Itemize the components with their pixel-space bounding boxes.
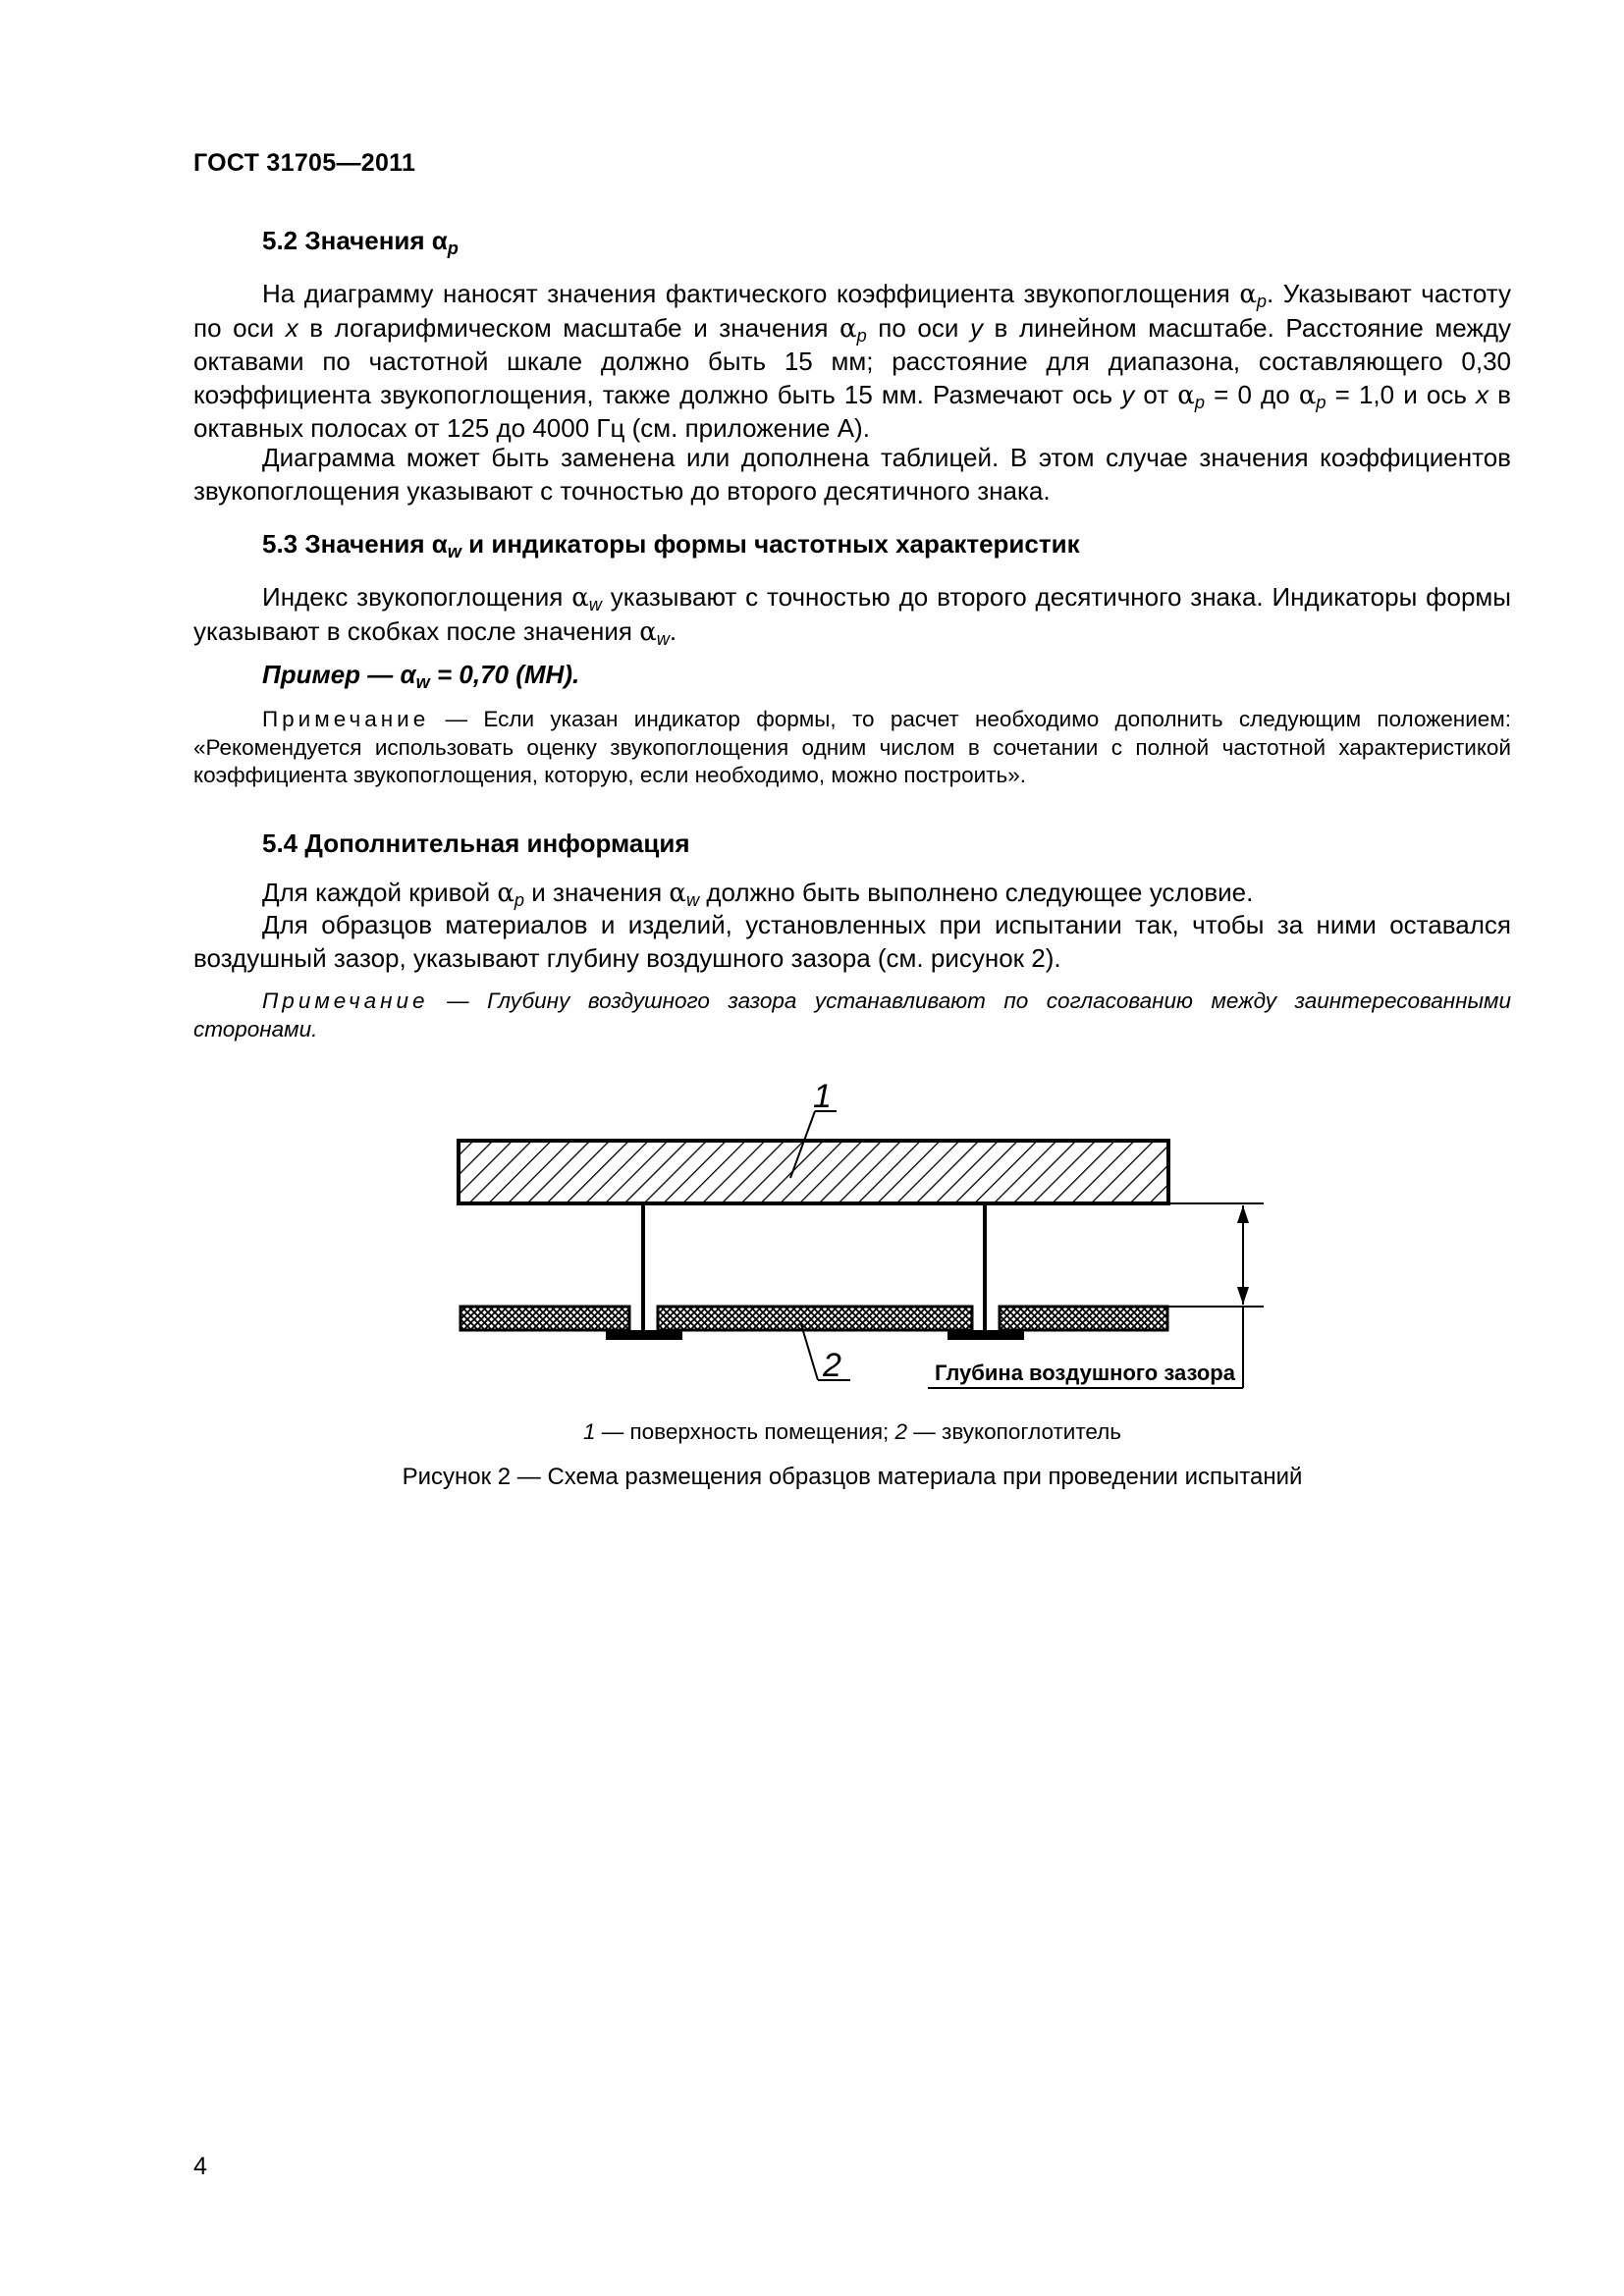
- section-5-4-heading: 5.4 Дополнительная информация: [262, 828, 690, 858]
- room-surface: [459, 1141, 1168, 1203]
- mount-clip-right: [947, 1330, 1024, 1340]
- absorber-segment-2: [658, 1307, 972, 1330]
- figure-label-2: 2: [823, 1347, 841, 1384]
- mount-clip-left: [606, 1330, 682, 1340]
- section-5-2-heading: 5.2 Значения $\alpha_p$: [262, 226, 459, 258]
- section-5-3-example: Пример — $\alpha_w = 0,70$ (МН).: [262, 660, 580, 692]
- section-5-3-paragraph-1: Индекс звукопоглощения $\alpha_w$ указывают с точностью до второго десятичного знака. Индикаторы формы указывают в скобках после значения $\alpha_w$.: [193, 582, 1511, 649]
- section-5-2-paragraph-2: Диаграмма может быть заменена или дополнена таблицей. В этом случае значения коэффициентов звукопоглощения указывают с точностью до второго десятичного знака.: [193, 443, 1511, 506]
- section-5-4-paragraph-1: Для каждой кривой $\alpha_p$ и значения $\alpha_w$ должно быть выполнено следующее условие.: [262, 878, 1254, 910]
- dimension-arrow-top: [1237, 1205, 1249, 1223]
- figure-legend: 1 — поверхность помещения; 2 — звукопоглотитель: [582, 1419, 1122, 1444]
- page-number: 4: [193, 2153, 207, 2180]
- absorber-segment-3: [1000, 1307, 1167, 1330]
- document-header: ГОСТ 31705—2011: [193, 149, 416, 177]
- air-gap-label: Глубина воздушного зазора: [935, 1361, 1235, 1385]
- figure-caption: Рисунок 2 — Схема размещения образцов материала при проведении испытаний: [402, 1464, 1303, 1490]
- section-5-2-paragraph-1: На диаграмму наносят значения фактического коэффициента звукопоглощения $\alpha_p$. Указывают частоту по оси x в логарифмическом масштабе и значения $\alpha_p$ по оси y в линейном масштабе. Расстояние между октавами по частотной шкале должно быть 15 мм; расстояние для диапазона, составляющего 0,30 коэффициента звукопоглощения, также должно быть 15 мм. Размечают ось y от $\alpha_p = 0$ до $\alpha_p = 1,0$ и ось x в октавных полосах от 125 до 4000 Гц (см. приложение А).: [193, 279, 1512, 443]
- section-5-3-note: Примечание — Если указан индикатор формы, то расчет необходимо дополнить следующим положением: «Рекомендуется использовать оценку звукопоглощения одним числом в сочетании с полной частотной характеристикой коэффициента звукопоглощения, которую, если необходимо, можно построить».: [193, 707, 1511, 787]
- figure-label-1: 1: [813, 1078, 832, 1115]
- section-5-4-paragraph-2: Для образцов материалов и изделий, установленных при испытании так, чтобы за ними оставался воздушный зазор, указывают глубину воздушного зазора (см. рисунок 2).: [193, 910, 1511, 973]
- section-5-4-note: Примечание — Глубину воздушного зазора устанавливают по согласованию между заинтересованными сторонами.: [193, 988, 1511, 1041]
- dimension-arrow-bottom: [1237, 1287, 1249, 1305]
- absorber-segment-1: [460, 1307, 629, 1330]
- section-5-3-heading: 5.3 Значения $\alpha_w$ и индикаторы формы частотных характеристик: [262, 529, 1080, 561]
